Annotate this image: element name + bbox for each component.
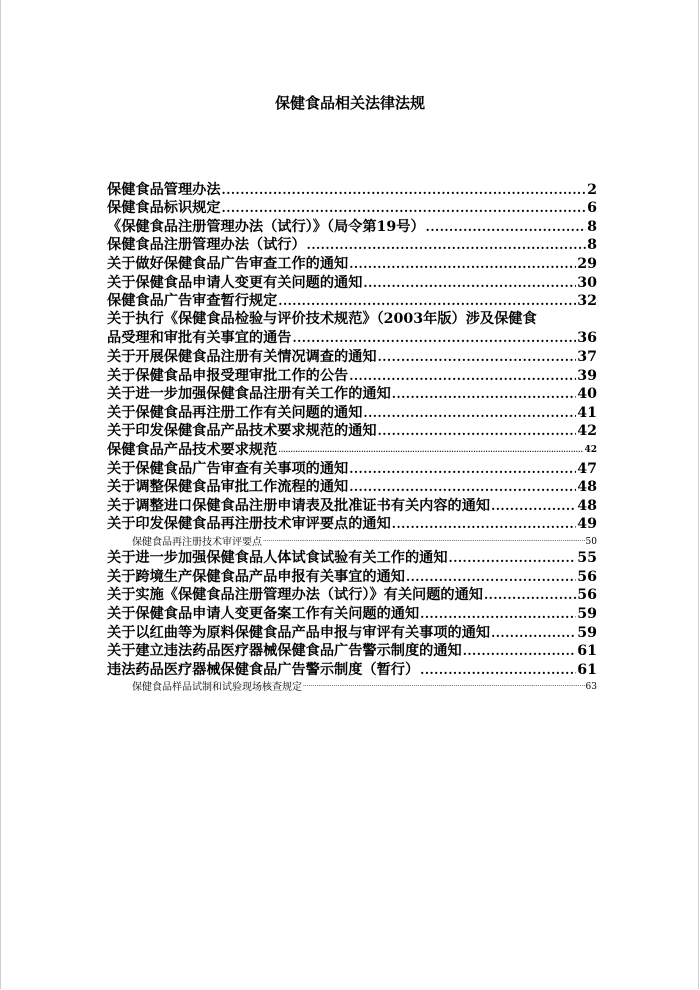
toc-leader-dots: [449, 551, 577, 565]
toc-leader-dots: [303, 678, 585, 692]
toc-page-number: 56: [577, 568, 597, 585]
toc-entry[interactable]: [107, 199, 597, 218]
toc-page-number: 30: [577, 274, 597, 291]
toc-page-number: 36: [577, 330, 597, 347]
toc-page-number: 61: [577, 661, 597, 678]
toc-entry-title: 关于进一步加强保健食品人体试食试验有关工作的通知: [107, 550, 448, 567]
toc-leader-dots: [222, 201, 587, 215]
toc-entry[interactable]: [107, 642, 597, 661]
toc-entry[interactable]: [107, 236, 597, 255]
toc-entry[interactable]: [107, 586, 597, 605]
toc-entry[interactable]: [107, 273, 597, 292]
toc-entry-title: 关于开展保健食品注册有关情况调查的通知: [107, 348, 377, 365]
toc-entry-title: 保健食品注册管理办法（试行）: [107, 237, 306, 254]
toc-entry[interactable]: [107, 604, 597, 623]
toc-leader-dots: [420, 607, 576, 621]
toc-page-number: 42: [577, 423, 597, 440]
toc-entry[interactable]: [107, 496, 597, 515]
toc-leader-dots: [349, 462, 576, 476]
toc-page-number: 47: [577, 460, 597, 477]
toc-entry[interactable]: [107, 254, 597, 273]
toc-page-number: 48: [577, 497, 597, 514]
toc-entry[interactable]: [107, 660, 597, 679]
toc-entry[interactable]: [107, 366, 597, 385]
toc-page-number: 39: [577, 367, 597, 384]
toc-entry-title: 保健食品样品试制和试验现场核查规定: [132, 682, 302, 694]
toc-page-number: 48: [577, 479, 597, 496]
toc-entry-title: 保健食品管理办法: [107, 181, 221, 198]
toc-leader-dots: [378, 424, 577, 438]
toc-entry-title: 《保健食品注册管理办法（试行）》（局令第19号）: [107, 218, 425, 235]
toc-entry[interactable]: [107, 347, 597, 366]
toc-leader-dots: [363, 406, 576, 420]
toc-entry[interactable]: [107, 180, 597, 199]
toc-entry-title: 关于保健食品申请人变更备案工作有关问题的通知: [107, 606, 420, 623]
toc-entry[interactable]: [107, 515, 597, 534]
toc-entry-title: 关于保健食品申报受理审批工作的公告: [107, 367, 349, 384]
toc-leader-dots: [392, 517, 576, 531]
toc-page-number: 56: [577, 587, 597, 604]
toc-leader-dots: [307, 238, 586, 252]
toc-entry-title: 关于跨境生产保健食品产品申报有关事宜的通知: [107, 568, 405, 585]
toc-leader-dots: [463, 644, 577, 658]
toc-entry[interactable]: [107, 440, 597, 459]
toc-entry[interactable]: [107, 292, 597, 311]
toc-page-number: 61: [577, 643, 597, 660]
toc-entry-title: 保健食品产品技术要求规范: [107, 441, 278, 458]
toc-leader-dots: [278, 443, 583, 457]
toc-entry-title: 保健食品再注册技术审评要点: [132, 536, 262, 548]
toc-leader-dots: [278, 294, 576, 308]
toc-entry-title: 关于保健食品再注册工作有关问题的通知: [107, 404, 363, 421]
toc-page-number: 40: [577, 386, 597, 403]
document-title: 保健食品相关法律法规: [274, 94, 425, 112]
toc-leader-dots: [263, 533, 585, 547]
toc-leader-dots: [491, 499, 576, 513]
toc-leader-dots: [406, 570, 576, 584]
toc-leader-dots: [426, 220, 586, 234]
toc-page-number: 59: [577, 606, 597, 623]
toc-entry-title: 关于保健食品广告审查有关事项的通知: [107, 460, 349, 477]
toc-page-number: 37: [577, 348, 597, 365]
toc-entry[interactable]: [107, 567, 597, 586]
toc-page-number: 63: [585, 682, 597, 693]
toc-entry-title: 关于执行《保健食品检验与评价技术规范》（2003年版）涉及保健食: [107, 311, 537, 328]
toc-leader-dots: [292, 331, 576, 345]
toc-subentry[interactable]: [107, 533, 597, 548]
toc-entry-title: 关于做好保健食品广告审查工作的通知: [107, 255, 349, 272]
toc-leader-dots: [484, 588, 576, 602]
toc-page-number: 55: [577, 550, 597, 567]
toc-page-number: 29: [577, 255, 597, 272]
toc-leader-dots: [349, 257, 576, 271]
toc-entry[interactable]: [107, 623, 597, 642]
toc-entry[interactable]: [107, 459, 597, 478]
toc-subentry[interactable]: [107, 679, 597, 694]
toc-page-number: 2: [587, 181, 597, 198]
toc-entry-title: 关于调整进口保健食品注册申请表及批准证书有关内容的通知: [107, 497, 491, 514]
toc-entry[interactable]: [107, 403, 597, 422]
toc-leader-dots: [420, 663, 576, 677]
toc-leader-dots: [363, 276, 576, 290]
toc-page-number: 41: [577, 404, 597, 421]
toc-page-number: 42: [584, 444, 597, 455]
toc-page-number: 49: [577, 516, 597, 533]
toc-leader-dots: [378, 350, 577, 364]
toc-page-number: 8: [587, 237, 597, 254]
toc-entry-title: 关于印发保健食品再注册技术审评要点的通知: [107, 516, 391, 533]
toc-entry[interactable]: [107, 217, 597, 236]
toc-leader-dots: [222, 183, 587, 197]
toc-entry-title: 关于以红曲等为原料保健食品产品申报与审评有关事项的通知: [107, 624, 491, 641]
toc-page-number: 50: [585, 536, 597, 547]
toc-entry-title: 违法药品医疗器械保健食品广告警示制度（暂行）: [107, 661, 420, 678]
toc-entry[interactable]: [107, 549, 597, 568]
toc-entry-title: 保健食品标识规定: [107, 200, 221, 217]
toc-entry-title: 关于进一步加强保健食品注册有关工作的通知: [107, 386, 391, 403]
toc-page-number: 8: [587, 218, 597, 235]
toc-leader-dots: [349, 369, 576, 383]
toc-page-number: 6: [587, 200, 597, 217]
toc-entry-title: 关于印发保健食品产品技术要求规范的通知: [107, 423, 377, 440]
toc-page-number: 32: [577, 293, 597, 310]
toc-entry-title-continued: 品受理和审批有关事宜的通告: [107, 330, 292, 347]
toc-leader-dots: [491, 626, 576, 640]
toc-entry-title: 关于实施《保健食品注册管理办法（试行）》有关问题的通知: [107, 587, 483, 604]
toc-entry[interactable]: [107, 385, 597, 404]
table-of-contents: [107, 180, 597, 694]
toc-entry-title: 关于建立违法药品医疗器械保健食品广告警示制度的通知: [107, 643, 462, 660]
toc-entry[interactable]: [107, 422, 597, 441]
toc-leader-dots: [392, 387, 576, 401]
toc-leader-dots: [349, 480, 576, 494]
toc-entry-title: 关于保健食品申请人变更有关问题的通知: [107, 274, 363, 291]
toc-entry-title: 关于调整保健食品审批工作流程的通知: [107, 479, 349, 496]
toc-entry-title: 保健食品广告审查暂行规定: [107, 293, 278, 310]
toc-entry[interactable]: [107, 310, 597, 347]
toc-page-number: 59: [577, 624, 597, 641]
toc-entry[interactable]: [107, 478, 597, 497]
